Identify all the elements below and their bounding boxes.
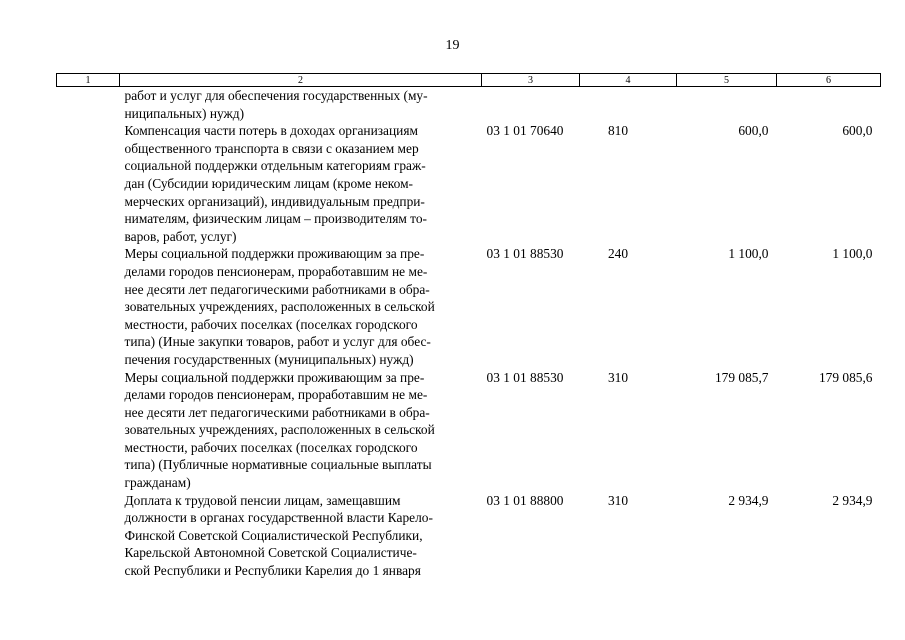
column-header-3: 3 <box>482 74 580 87</box>
expense-name-line: работ и услуг для обеспечения государственных (му- <box>124 88 428 103</box>
amount-year1-cell: 179 085,7 <box>714 369 769 385</box>
expense-name-line: Финской Советской Социалистической Республики, <box>124 527 423 543</box>
row-number-cell <box>57 245 120 368</box>
row-number-cell <box>57 492 120 580</box>
expense-name-line: Меры социальной поддержки проживающим за пре- <box>124 246 425 262</box>
expense-name-line: общественного транспорта в связи с оказанием мер <box>124 140 419 156</box>
target-article-code-cell <box>482 87 580 123</box>
column-header-4: 4 <box>580 74 677 87</box>
expense-type-cell: 240 <box>607 246 629 262</box>
amount-year1-cell: 1 100,0 <box>728 246 769 262</box>
expense-name-line: Меры социальной поддержки проживающим за пре- <box>124 369 425 385</box>
target-article-code-cell: 03 1 01 88800 <box>486 492 564 508</box>
target-article-code-cell: 03 1 01 88530 <box>486 369 564 385</box>
target-article-code-cell: 03 1 01 70640 <box>486 123 564 139</box>
expense-name-line: мерческих организаций), индивидуальным предпри- <box>124 193 425 209</box>
table-row <box>57 245 881 368</box>
expense-name-cell <box>120 245 482 368</box>
expense-name-line: нее десяти лет педагогическими работниками в обра- <box>124 404 430 420</box>
column-header-6: 6 <box>777 74 881 87</box>
amount-year1-cell: 600,0 <box>738 123 769 139</box>
expense-name-line: должности в органах государственной власти Карело- <box>124 510 433 526</box>
expense-type-cell: 310 <box>607 369 629 385</box>
row-number-cell <box>57 87 120 123</box>
target-article-code-cell: 03 1 01 88530 <box>486 246 564 262</box>
table-row <box>57 492 881 580</box>
amount-year2-cell: 179 085,6 <box>818 369 873 385</box>
expense-name-cell <box>120 87 482 123</box>
expense-name-line: социальной поддержки отдельным категориям граж- <box>124 158 426 174</box>
expense-name-line: Карельской Автономной Советской Социалистиче- <box>124 545 417 561</box>
expense-name-line: Доплата к трудовой пенсии лицам, замещавшим <box>124 492 401 508</box>
column-header-1: 1 <box>57 74 120 87</box>
page-number: 19 <box>445 38 460 53</box>
column-header-5: 5 <box>677 74 777 87</box>
expense-name-line: делами городов пенсионерам, проработавшим не ме- <box>124 387 428 403</box>
expense-type-cell <box>580 87 677 123</box>
amount-year1-cell: 2 934,9 <box>728 492 769 508</box>
expense-name-line: делами городов пенсионерам, проработавшим не ме- <box>124 263 428 279</box>
expense-name-line: нее десяти лет педагогическими работниками в обра- <box>124 281 430 297</box>
expense-name-line: варов, работ, услуг) <box>124 228 237 244</box>
expense-name-cell <box>120 122 482 245</box>
expense-name-line: местности, рабочих поселках (поселках городского <box>124 439 418 455</box>
expense-name-line: зовательных учреждениях, расположенных в сельской <box>124 422 435 438</box>
expense-type-cell: 310 <box>607 492 629 508</box>
table-row <box>57 369 881 492</box>
expense-name-cell <box>120 492 482 580</box>
amount-year2-cell <box>777 87 881 123</box>
expense-name-line: гражданам) <box>124 475 191 491</box>
expense-type-cell: 810 <box>607 123 629 139</box>
row-number-cell <box>57 122 120 245</box>
table-body <box>57 87 881 580</box>
amount-year2-cell: 1 100,0 <box>832 246 873 262</box>
table-row <box>57 87 881 123</box>
row-number-cell <box>57 369 120 492</box>
expense-name-line: ниципальных) нужд) <box>124 105 245 121</box>
expense-name-line: типа) (Публичные нормативные социальные выплаты <box>124 457 432 473</box>
expense-name-line: дан (Субсидии юридическим лицам (кроме неком- <box>124 175 414 191</box>
expense-name-line: местности, рабочих поселках (поселках городского <box>124 316 418 332</box>
column-header-2: 2 <box>120 74 482 87</box>
expense-name-line: типа) (Иные закупки товаров, работ и услуг для обес- <box>124 334 431 350</box>
expense-name-line: Компенсация части потерь в доходах организациям <box>124 123 418 139</box>
column-number-header-row <box>57 74 881 87</box>
expense-name-line: печения государственных (муниципальных) нужд) <box>124 351 414 367</box>
expense-name-line: ской Республики и Республики Карелия до 1 января <box>124 563 421 579</box>
budget-table <box>56 73 881 580</box>
expense-name-line: нимателям, физическим лицам – производителям то- <box>124 211 428 227</box>
amount-year1-cell <box>677 87 777 123</box>
amount-year2-cell: 2 934,9 <box>832 492 873 508</box>
expense-name-line: зовательных учреждениях, расположенных в сельской <box>124 299 435 315</box>
amount-year2-cell: 600,0 <box>842 123 873 139</box>
table-row <box>57 122 881 245</box>
expense-name-cell <box>120 369 482 492</box>
